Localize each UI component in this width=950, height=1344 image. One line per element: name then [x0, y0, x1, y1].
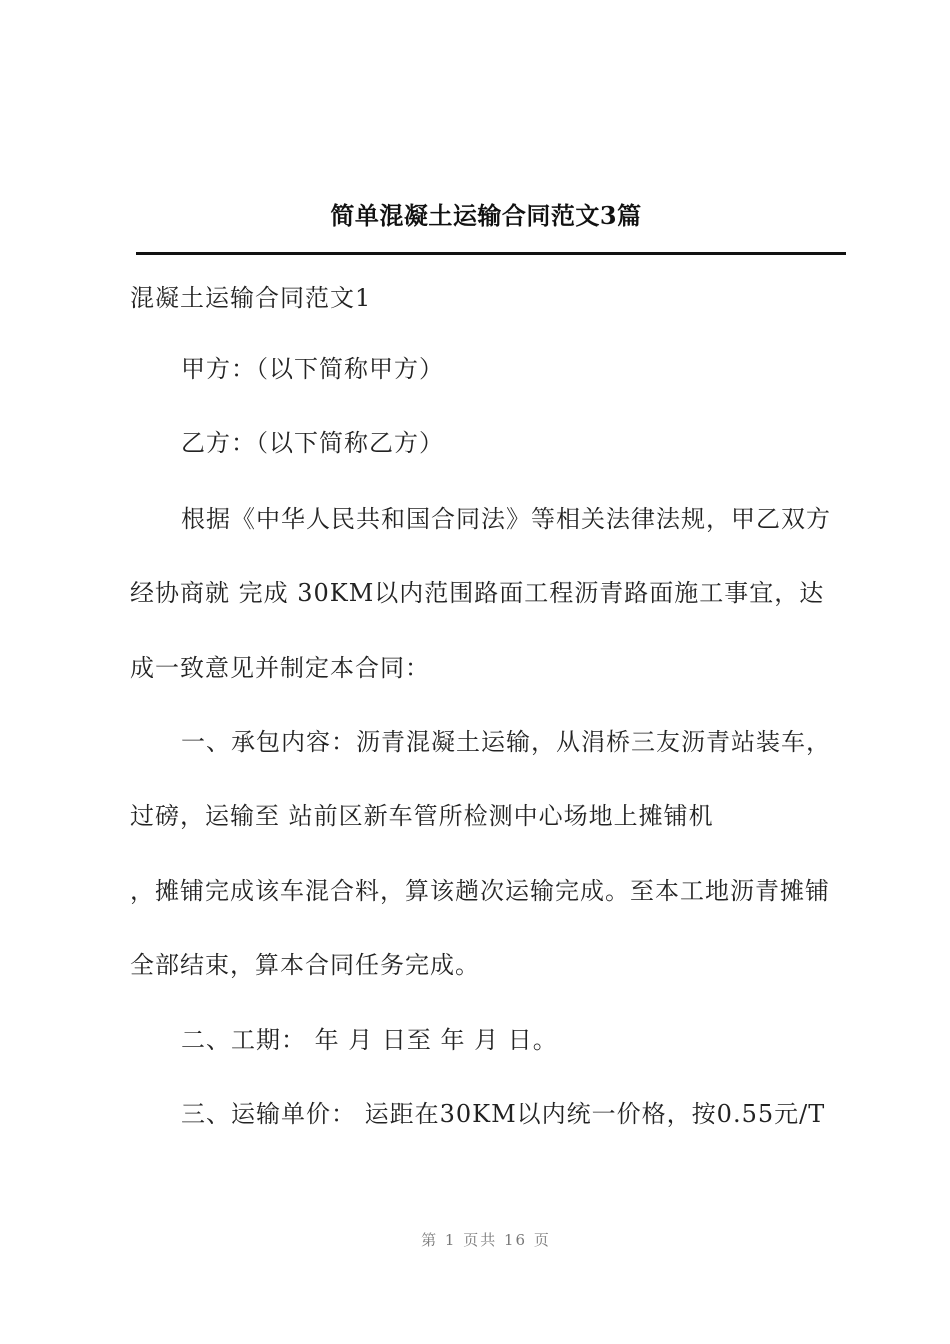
document-title: 简单混凝土运输合同范文3篇 [330, 201, 642, 230]
clause-line: ，摊铺完成该车混合料，算该趟次运输完成。至本工地沥青摊铺 [130, 877, 830, 905]
clause-line: 过磅，运输至 站前区新车管所检测中心场地上摊铺机 [130, 802, 714, 830]
title-divider [136, 252, 846, 255]
body-paragraph-line: 经协商就 完成 30KM以内范围路面工程沥青路面施工事宜，达 [130, 579, 825, 607]
party-a-line: 甲方：（以下简称甲方） [181, 355, 444, 383]
party-b-line: 乙方：（以下简称乙方） [181, 429, 444, 457]
body-paragraph-line: 根据《中华人民共和国合同法》等相关法律法规，甲乙双方 [181, 505, 831, 533]
clause-line: 二、工期： 年 月 日至 年 月 日。 [181, 1026, 558, 1054]
clause-line: 全部结束，算本合同任务完成。 [130, 951, 480, 979]
clause-line: 一、承包内容：沥青混凝土运输，从涓桥三友沥青站装车， [181, 728, 831, 756]
page-number: 第 1 页共 16 页 [421, 1231, 551, 1249]
section-heading: 混凝土运输合同范文1 [130, 284, 372, 312]
clause-line: 三、运输单价： 运距在30KM以内统一价格，按0.55元/T [181, 1100, 826, 1128]
body-paragraph-line: 成一致意见并制定本合同： [130, 654, 430, 682]
